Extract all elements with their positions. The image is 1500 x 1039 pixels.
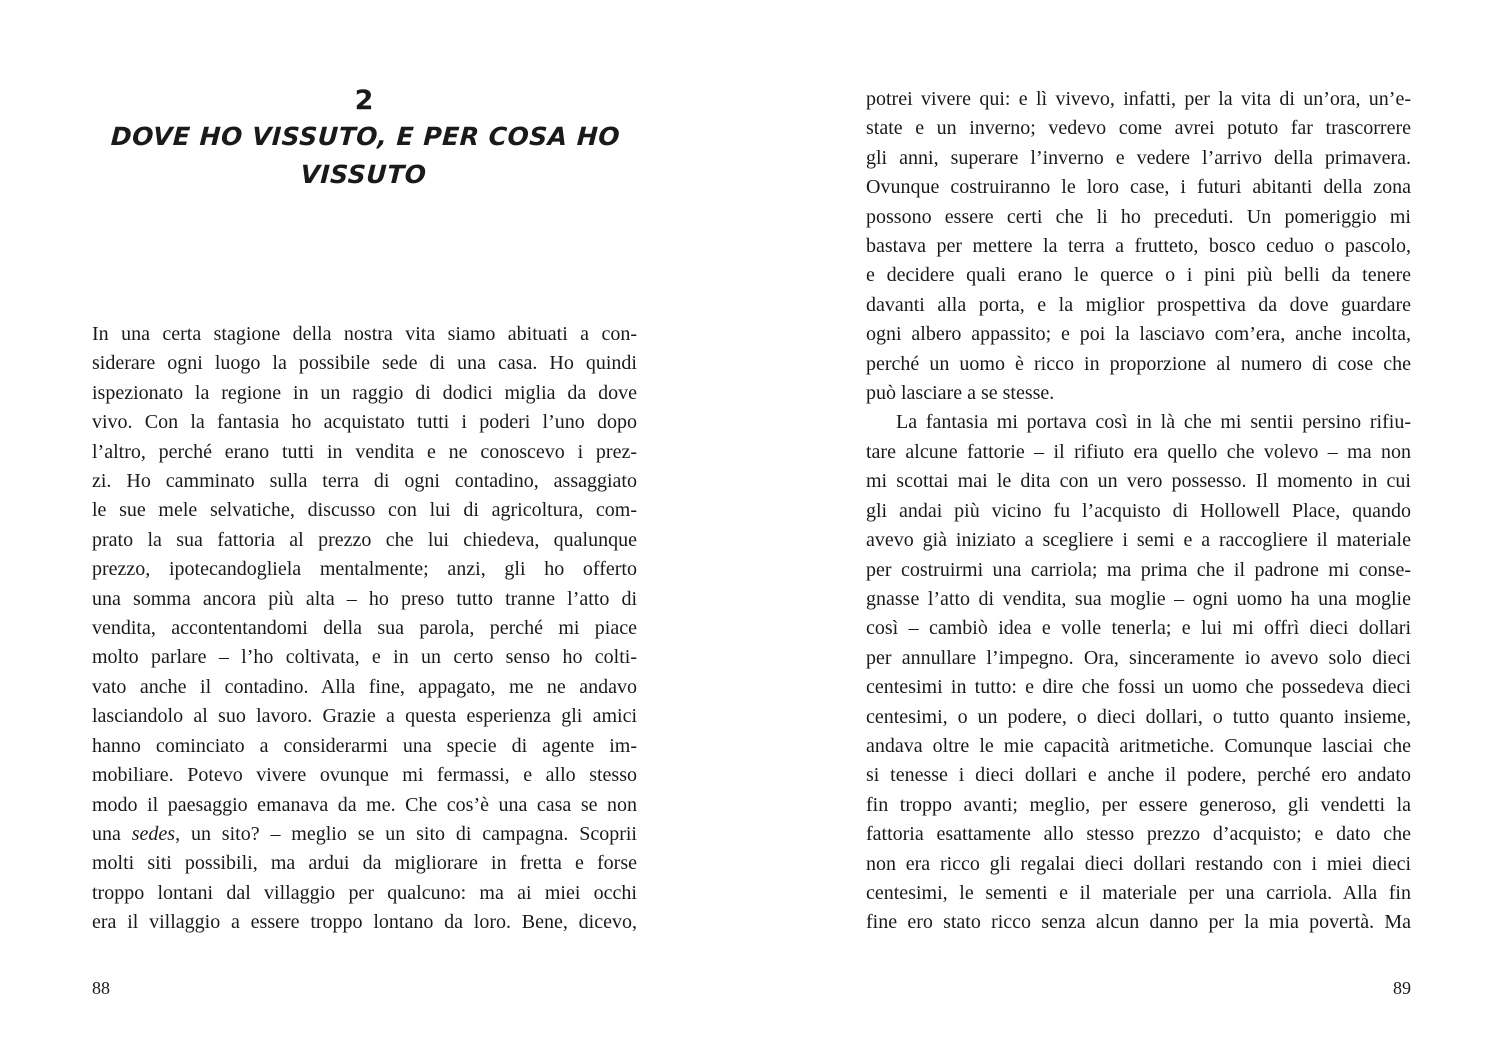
text-line: potrei vivere qui: e lì vivevo, infatti, per la vita di un’ora, un’e-	[866, 88, 1411, 110]
text-line: vendita, accontentandomi della sua parola, perché mi piace	[92, 617, 637, 640]
text-line: troppo lontani dal villaggio per qualcuno: ma ai miei occhi	[92, 881, 637, 904]
text-line: hanno cominciato a considerarmi una specie di agente im-	[92, 734, 637, 757]
text-line: così – cambiò idea e volle tenerla; e lui mi offrì dieci dollari	[866, 617, 1411, 640]
text-line: era il villaggio a essere troppo lontano da loro. Bene, dicevo,	[92, 911, 637, 934]
text-line: vato anche il contadino. Alla fine, appagato, me ne andavo	[92, 675, 637, 698]
page-number: 88	[92, 978, 110, 998]
text-line: prato la sua fattoria al prezzo che lui chiedeva, qualunque	[92, 528, 637, 551]
chapter-number: 2	[354, 85, 375, 116]
right-body-text	[866, 85, 1411, 938]
text-line: si tenesse i dieci dollari e anche il podere, perché ero andato	[866, 764, 1411, 787]
chapter-title: DOVE HO VISSUTO, E PER COSA HO VISSUTO	[110, 122, 621, 189]
text-line: perché un uomo è ricco in proporzione al numero di cose che	[866, 352, 1411, 375]
text-line: In una certa stagione della nostra vita siamo abituati a con-	[92, 323, 637, 345]
text-line-with-italic	[92, 820, 637, 849]
text-line: modo il paesaggio emanava da me. Che cos’è una casa se non	[92, 793, 637, 816]
text-line: una somma ancora più alta – ho preso tutto tranne l’atto di	[92, 587, 637, 610]
text-line: per costruirmi una carriola; ma prima che il padrone mi conse-	[866, 558, 1411, 581]
text-line: bastava per mettere la terra a frutteto, bosco ceduo o pascolo,	[866, 235, 1411, 258]
text-line: centesimi, le sementi e il materiale per una carriola. Alla fin	[866, 881, 1411, 904]
line-segment: una	[92, 822, 132, 845]
text-line: le sue mele selvatiche, discusso con lui di agricoltura, com-	[92, 499, 637, 522]
text-line: Ovunque costruiranno le loro case, i futuri abitanti della zona	[866, 176, 1411, 199]
text-line: prezzo, ipotecandogliela mentalmente; anzi, gli ho offerto	[92, 558, 637, 581]
text-line: andava oltre le mie capacità aritmetiche. Comunque lasciai che	[866, 734, 1411, 757]
text-line: l’altro, perché erano tutti in vendita e ne conoscevo i prez-	[92, 440, 637, 463]
text-line: fin troppo avanti; meglio, per essere generoso, gli vendetti la	[866, 793, 1411, 816]
text-line: ispezionato la regione in un raggio di dodici miglia da dove	[92, 381, 637, 404]
text-line: fattoria esattamente allo stesso prezzo d’acquisto; e dato che	[866, 823, 1411, 846]
text-line: non era ricco gli regalai dieci dollari restando con i miei dieci	[866, 852, 1411, 875]
text-line: e decidere quali erano le querce o i pini più belli da tenere	[866, 264, 1411, 287]
text-line: per annullare l’impegno. Ora, sinceramente io avevo solo dieci	[866, 646, 1411, 669]
page-number: 89	[1393, 978, 1411, 998]
text-line: gli anni, superare l’inverno e vedere l’arrivo della primavera.	[866, 146, 1411, 169]
line-segment: , un sito? – meglio se un sito di campagna. Scoprii	[175, 822, 637, 845]
right-page	[750, 0, 1500, 1039]
text-line: vivo. Con la fantasia ho acquistato tutti i poderi l’uno dopo	[92, 411, 637, 434]
text-line: zi. Ho camminato sulla terra di ogni contadino, assaggiato	[92, 470, 637, 493]
text-line: fine ero stato ricco senza alcun danno per la mia povertà. Ma	[866, 911, 1411, 934]
text-line: siderare ogni luogo la possibile sede di una casa. Ho quindi	[92, 352, 637, 375]
text-line: davanti alla porta, e la miglior prospettiva da dove guardare	[866, 293, 1411, 316]
text-line: avevo già iniziato a scegliere i semi e a raccogliere il materiale	[866, 529, 1411, 552]
text-line: ogni albero appassito; e poi la lasciavo com’era, anche incolta,	[866, 323, 1411, 346]
left-body-text	[92, 320, 637, 938]
text-line: possono essere certi che li ho preceduti. Un pomeriggio mi	[866, 205, 1411, 228]
text-line: lasciandolo al suo lavoro. Grazie a questa esperienza gli amici	[92, 705, 637, 728]
paragraph-last-line: può lasciare a se stesse.	[866, 382, 1055, 405]
text-line: gli andai più vicino fu l’acquisto di Hollowell Place, quando	[866, 499, 1411, 522]
text-line: state e un inverno; vedevo come avrei potuto far trascorrere	[866, 117, 1411, 140]
text-line: centesimi, o un podere, o dieci dollari, o tutto quanto insieme,	[866, 705, 1411, 728]
text-line: mobiliare. Potevo vivere ovunque mi fermassi, e allo stesso	[92, 764, 637, 787]
italic-word: sedes	[131, 822, 176, 845]
text-line: mi scottai mai le dita con un vero possesso. Il momento in cui	[866, 470, 1411, 493]
paragraph-first-line: La fantasia mi portava così in là che mi sentii persino rifiu-	[896, 411, 1411, 434]
text-line: tare alcune fattorie – il rifiuto era quello che volevo – ma non	[866, 440, 1411, 463]
text-line: centesimi in tutto: e dire che fossi un uomo che possedeva dieci	[866, 676, 1411, 699]
text-line: molto parlare – l’ho coltivata, e in un certo senso ho colti-	[92, 646, 637, 669]
text-line: gnasse l’atto di vendita, sua moglie – ogni uomo ha una moglie	[866, 587, 1411, 610]
text-line: molti siti possibili, ma ardui da migliorare in fretta e forse	[92, 852, 637, 875]
